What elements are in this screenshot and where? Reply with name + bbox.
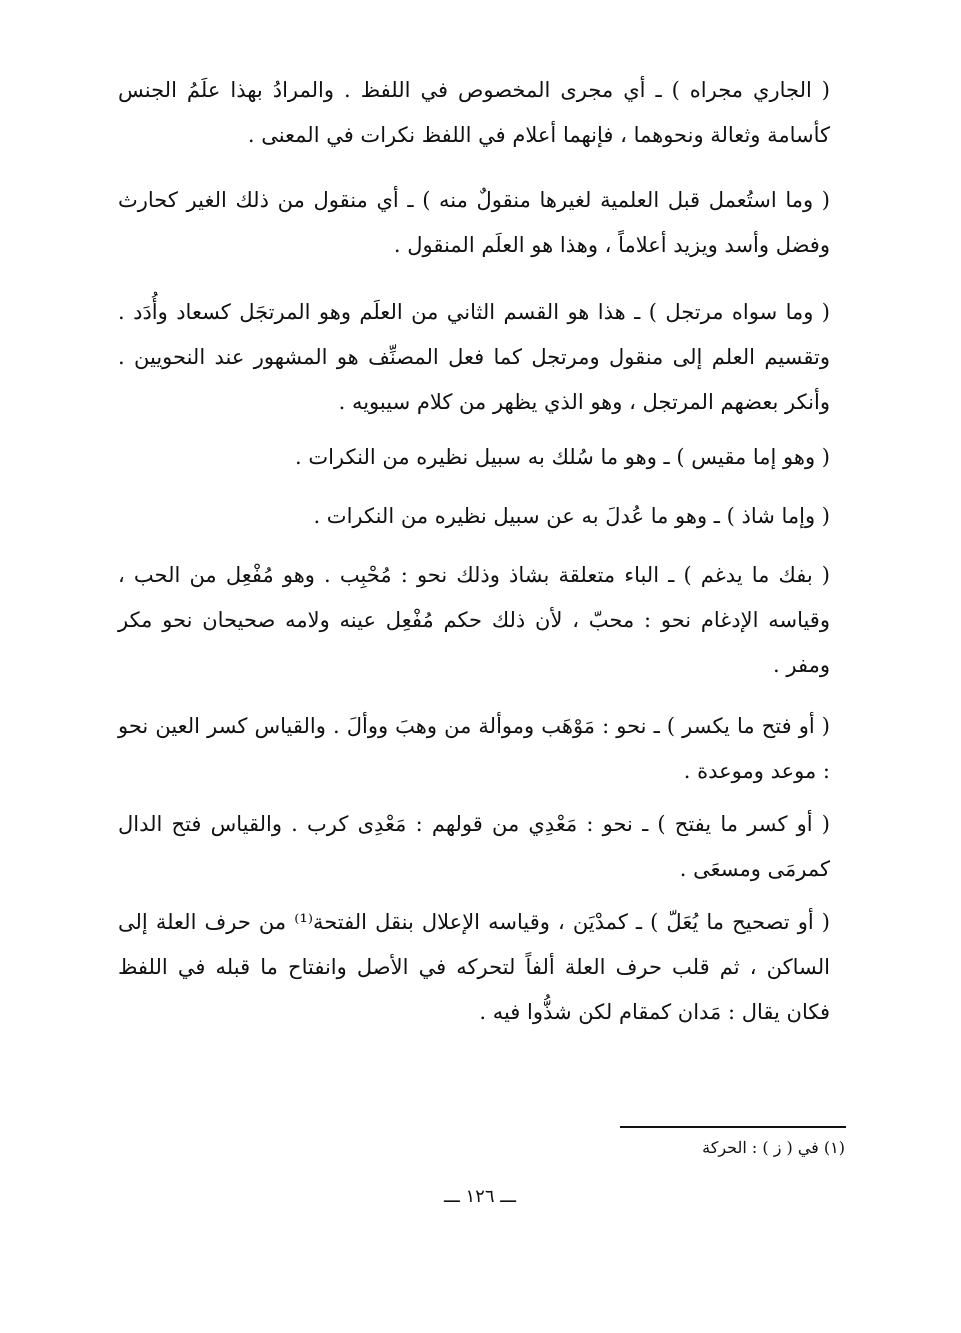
footnote-divider: [620, 1126, 846, 1128]
paragraph-7: ( أو فتح ما يكسر ) ـ نحو : مَوْهَب وموألة من وهبَ ووألَ . والقياس كسر العين نحو : موعد وموعدة .: [118, 714, 830, 783]
paragraph-3: ( وما سواه مرتجل ) ـ هذا هو القسم الثاني من العلَم وهو المرتجَل كسعاد وأُدَد . وتقسيم العلم إلى منقول ومرتجل كما فعل المصنِّف هو المشهور عند النحويين . وأنكر بعضهم المرتجل ، وهو الذي يظهر من كلام سيبويه .: [118, 300, 830, 414]
paragraph-2: ( وما استُعمل قبل العلمية لغيرها منقولٌ منه ) ـ أي منقول من ذلك الغير كحارث وفضل وأسد ويزيد أعلاماً ، وهذا هو العلَم المنقول .: [118, 188, 830, 257]
paragraph-1: ( الجاري مجراه ) ـ أي مجرى المخصوص في اللفظ . والمرادُ بهذا علَمُ الجنس كأسامة وثعالة ونحوهما ، فإنهما أعلام في اللفظ نكرات في المعنى .: [118, 78, 830, 147]
footnote: (١) في ( ز ) : الحركة: [702, 1138, 845, 1157]
page-number: ـــ ١٢٦ ـــ: [443, 1186, 517, 1207]
paragraph-5: ( وإما شاذ ) ـ وهو ما عُدلَ به عن سبيل نظيره من النكرات .: [313, 504, 830, 528]
paragraph-9: ( أو تصحيح ما يُعَلّ ) ـ كمدْيَن ، وقياسه الإعلال بنقل الفتحة⁽¹⁾ من حرف العلة إلى الساكن ، ثم قلب حرف العلة ألفاً لتحركه في الأصل وانفتاح ما قبله في اللفظ فكان يقال : مَدان كمقام لكن شذُّوا فيه .: [118, 910, 830, 1024]
paragraph-4: ( وهو إما مقيس ) ـ وهو ما سُلك به سبيل نظيره من النكرات .: [294, 445, 830, 469]
main-text: [118, 68, 830, 1035]
paragraph-6: ( بفك ما يدغم ) ـ الباء متعلقة بشاذ وذلك نحو : مُحْبِب . وهو مُفْعِل من الحب ، وقياسه الإدغام نحو : محبّ ، لأن ذلك حكم مُفْعِل عينه ولامه صحيحان نحو مكر ومفر .: [118, 563, 830, 677]
paragraph-8: ( أو كسر ما يفتح ) ـ نحو : مَعْدِي من قولهم : مَعْدِى كرب . والقياس فتح الدال كمرمَى ومسعَى .: [118, 812, 830, 881]
